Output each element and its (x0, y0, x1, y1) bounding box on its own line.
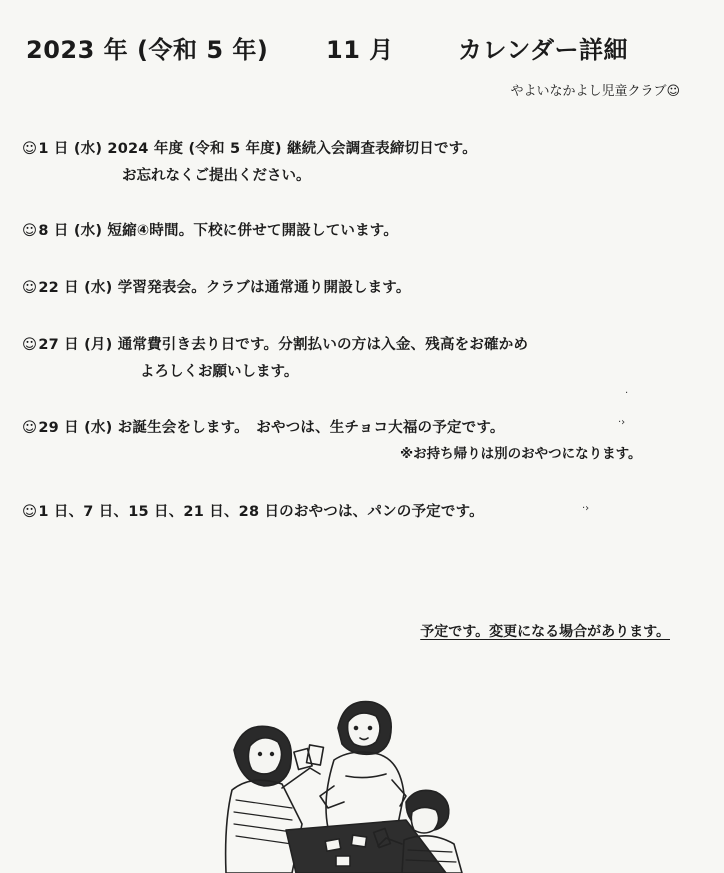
smiley-icon: ☺ (22, 223, 38, 239)
scan-speck: · (625, 388, 629, 399)
item-text: 1 日、7 日、15 日、21 日、28 日のおやつは、パンの予定です。 (38, 504, 484, 520)
smiley-icon: ☺ (22, 280, 38, 296)
list-item (22, 333, 528, 354)
club-name: やよいなかよし児童クラブ☺ (510, 84, 680, 99)
item-text-cont: お忘れなくご提出ください。 (122, 168, 311, 184)
scan-speck: ·› (582, 503, 590, 514)
page-title: カレンダー詳細 (458, 36, 628, 64)
schedule-note: 予定です。変更になる場合があります。 (420, 624, 670, 640)
scan-speck: ·› (618, 417, 626, 428)
item-text-cont: ※お持ち帰りは別のおやつになります。 (400, 446, 642, 462)
list-item (22, 137, 477, 158)
smiley-icon: ☺ (22, 420, 38, 436)
list-item (22, 500, 484, 521)
item-text: 1 日 (水) 2024 年度 (令和 5 年度) 継続入会調査表締切日です。 (38, 141, 477, 157)
item-text: 22 日 (水) 学習発表会。クラブは通常通り開設します。 (38, 280, 411, 296)
list-item (22, 219, 398, 240)
list-item (22, 276, 411, 297)
smiley-icon: ☺ (22, 504, 38, 520)
item-text: 8 日 (水) 短縮④時間。下校に併せて開設しています。 (38, 223, 399, 239)
year-label: 2023 年 (令和 5 年) (26, 36, 269, 64)
item-text: 29 日 (水) お誕生会をします。 おやつは、生チョコ大福の予定です。 (38, 420, 505, 436)
page-header (26, 30, 706, 70)
smiley-icon: ☺ (22, 141, 38, 157)
children-card-game-illustration (216, 680, 466, 873)
list-item (22, 416, 505, 437)
item-text: 27 日 (月) 通常費引き去り日です。分割払いの方は入金、残高をお確かめ (38, 337, 529, 353)
month-label: 11 月 (326, 36, 394, 64)
smiley-icon: ☺ (22, 337, 38, 353)
item-text-cont: よろしくお願いします。 (140, 364, 299, 380)
